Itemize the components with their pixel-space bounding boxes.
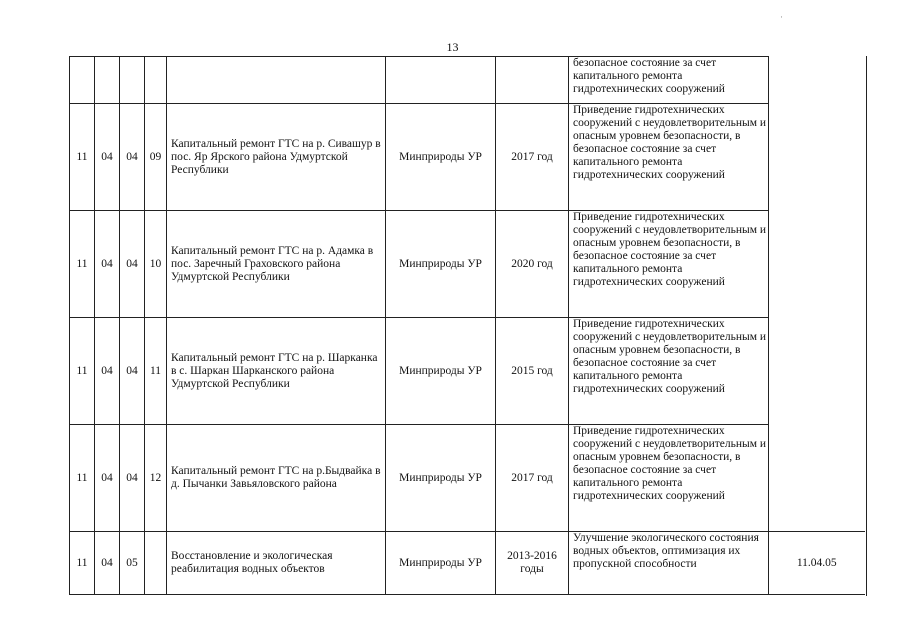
cell-code <box>120 57 145 104</box>
cell-period: 2017 год <box>496 104 569 211</box>
cell-code: 11 <box>70 211 95 318</box>
cell-name: Капитальный ремонт ГТС на р. Адамка в пос. Заречный Граховского района Удмуртской Республики <box>167 211 386 318</box>
cell-executor: Минприроды УР <box>386 211 496 318</box>
table-row <box>70 104 865 211</box>
cell-period: 2017 год <box>496 425 569 532</box>
page-border-line <box>866 56 867 596</box>
cell-code: 04 <box>120 425 145 532</box>
cell-code: 11 <box>70 104 95 211</box>
table-row <box>70 57 865 104</box>
cell-result: Приведение гидротехнических сооружений с неудовлетворительным и опасным уровнем безопасности, в безопасное состояние за счет капитального ремонта гидротехнических сооружений <box>569 425 769 532</box>
cell-result: Приведение гидротехнических сооружений с неудовлетворительным и опасным уровнем безопасности, в безопасное состояние за счет капитального ремонта гидротехнических сооружений <box>569 318 769 425</box>
cell-name: Восстановление и экологическая реабилитация водных объектов <box>167 532 386 595</box>
cell-code: 04 <box>120 318 145 425</box>
cell-name <box>167 57 386 104</box>
cell-code: 09 <box>145 104 167 211</box>
table-row <box>70 211 865 318</box>
cell-period: 2020 год <box>496 211 569 318</box>
cell-result: Приведение гидротехнических сооружений с неудовлетворительным и опасным уровнем безопасности, в безопасное состояние за счет капитального ремонта гидротехнических сооружений <box>569 211 769 318</box>
cell-period: 2013-2016 годы <box>496 532 569 595</box>
cell-result: безопасное состояние за счет капитального ремонта гидротехнических сооружений <box>569 57 769 104</box>
cell-code: 04 <box>95 425 120 532</box>
cell-executor: Минприроды УР <box>386 104 496 211</box>
cell-period: 2015 год <box>496 318 569 425</box>
cell-ref <box>769 104 865 211</box>
cell-code <box>95 57 120 104</box>
cell-code: 04 <box>95 532 120 595</box>
cell-code: 10 <box>145 211 167 318</box>
cell-period <box>496 57 569 104</box>
cell-code: 11 <box>70 532 95 595</box>
scan-mark: · <box>780 12 783 22</box>
cell-result: Улучшение экологического состояния водных объектов, оптимизация их пропускной способности <box>569 532 769 595</box>
cell-ref: 11.04.05 <box>769 532 865 595</box>
cell-code: 05 <box>120 532 145 595</box>
cell-code: 04 <box>95 318 120 425</box>
program-table <box>69 56 865 595</box>
cell-code: 11 <box>145 318 167 425</box>
table-row <box>70 532 865 595</box>
cell-result: Приведение гидротехнических сооружений с неудовлетворительным и опасным уровнем безопасности, в безопасное состояние за счет капитального ремонта гидротехнических сооружений <box>569 104 769 211</box>
cell-ref <box>769 425 865 532</box>
cell-code: 11 <box>70 425 95 532</box>
cell-executor: Минприроды УР <box>386 425 496 532</box>
table-row <box>70 425 865 532</box>
cell-code: 04 <box>95 104 120 211</box>
cell-code: 12 <box>145 425 167 532</box>
cell-code: 04 <box>120 104 145 211</box>
cell-ref <box>769 318 865 425</box>
cell-ref <box>769 57 865 104</box>
cell-name: Капитальный ремонт ГТС на р. Сивашур в пос. Яр Ярского района Удмуртской Республики <box>167 104 386 211</box>
cell-code <box>145 57 167 104</box>
cell-code <box>70 57 95 104</box>
cell-ref <box>769 211 865 318</box>
cell-executor: Минприроды УР <box>386 532 496 595</box>
cell-executor <box>386 57 496 104</box>
cell-name: Капитальный ремонт ГТС на р. Шарканка в с. Шаркан Шарканского района Удмуртской Республики <box>167 318 386 425</box>
cell-code: 04 <box>120 211 145 318</box>
cell-code: 04 <box>95 211 120 318</box>
cell-code <box>145 532 167 595</box>
page-number: 13 <box>446 40 459 54</box>
cell-code: 11 <box>70 318 95 425</box>
cell-name: Капитальный ремонт ГТС на р.Быдвайка в д. Пычанки Завьяловского района <box>167 425 386 532</box>
cell-executor: Минприроды УР <box>386 318 496 425</box>
table-row <box>70 318 865 425</box>
